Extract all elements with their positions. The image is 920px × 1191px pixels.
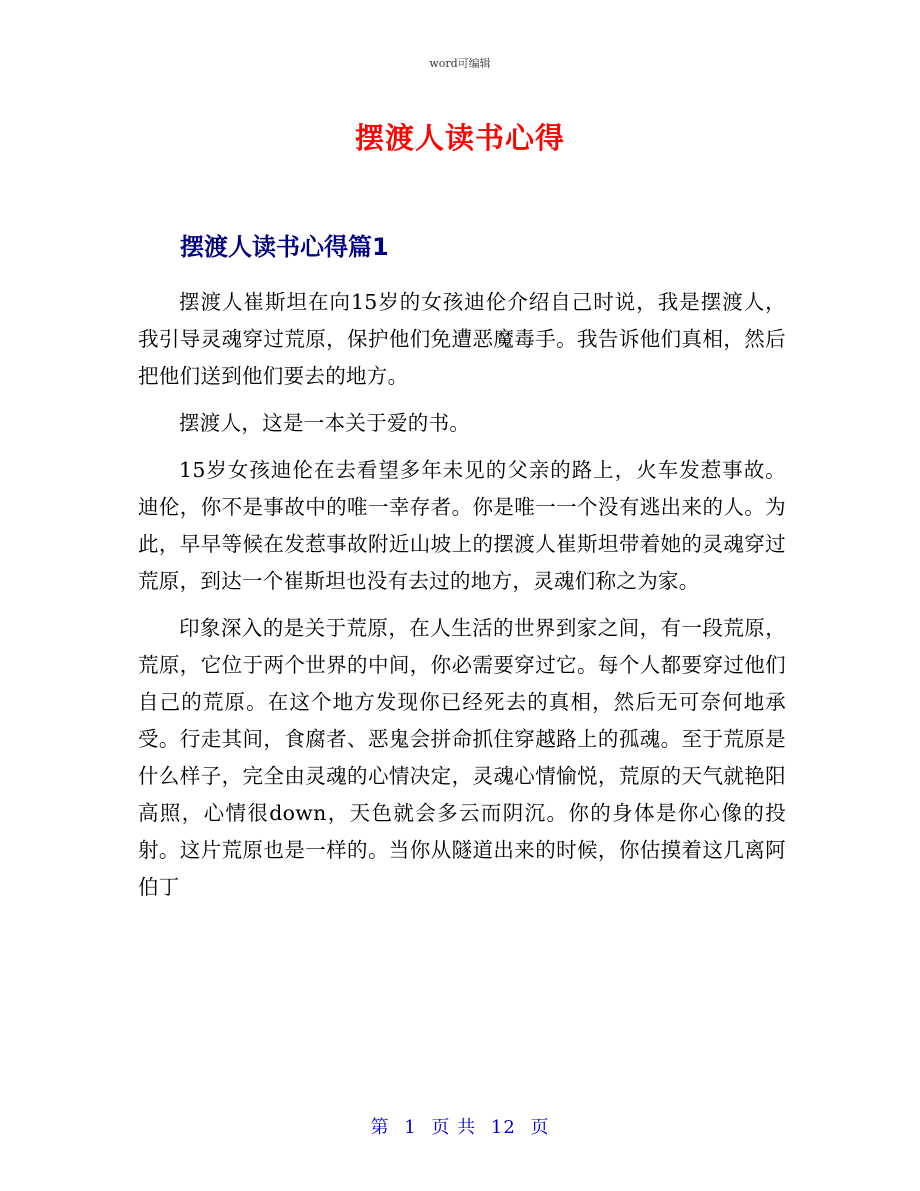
- paragraph-4: 印象深入的是关于荒原，在人生活的世界到家之间，有一段荒原，荒原，它位于两个世界的中间，你必需要穿过它。每个人都要穿过他们自己的荒原。在这个地方发现你已经死去的真相，然后无可奈何地承受。行走其间，食腐者、恶鬼会拼命抓住穿越路上的孤魂。至于荒原是什么样子，完全由灵魂的心情决定，灵魂心情愉悦，荒原的天气就艳阳高照，心情很down，天色就会多云而阴沉。你的身体是你心像的投射。这片荒原也是一样的。当你从隧道出来的时候，你估摸着这几离阿伯丁: [138, 616, 786, 899]
- page-footer: [0, 1113, 920, 1139]
- header-note: word可编辑: [429, 57, 491, 70]
- footer-current-page: 1: [404, 1117, 417, 1138]
- paragraph-2: 摆渡人，这是一本关于爱的书。: [179, 411, 471, 435]
- footer-label-end: 页: [530, 1117, 550, 1138]
- section-heading: 摆渡人读书心得篇1: [180, 233, 389, 261]
- footer-label-page: 第: [370, 1117, 390, 1138]
- footer-label-of-pages: 页 共: [431, 1117, 477, 1138]
- paragraph-1: 摆渡人崔斯坦在向15岁的女孩迪伦介绍自己时说，我是摆渡人，我引导灵魂穿过荒原，保护他们免遭恶魔毒手。我告诉他们真相，然后把他们送到他们要去的地方。: [138, 290, 786, 388]
- paragraph-3: 15岁女孩迪伦在去看望多年未见的父亲的路上，火车发惹事故。迪伦，你不是事故中的唯一幸存者。你是唯一一个没有逃出来的人。为此，早早等候在发惹事故附近山坡上的摆渡人崔斯坦带着她的灵魂穿过荒原，到达一个崔斯坦也没有去过的地方，灵魂们称之为家。: [138, 458, 786, 593]
- document-body: [138, 284, 786, 916]
- document-title: 摆渡人读书心得: [354, 121, 565, 155]
- footer-total-pages: 12: [490, 1117, 516, 1138]
